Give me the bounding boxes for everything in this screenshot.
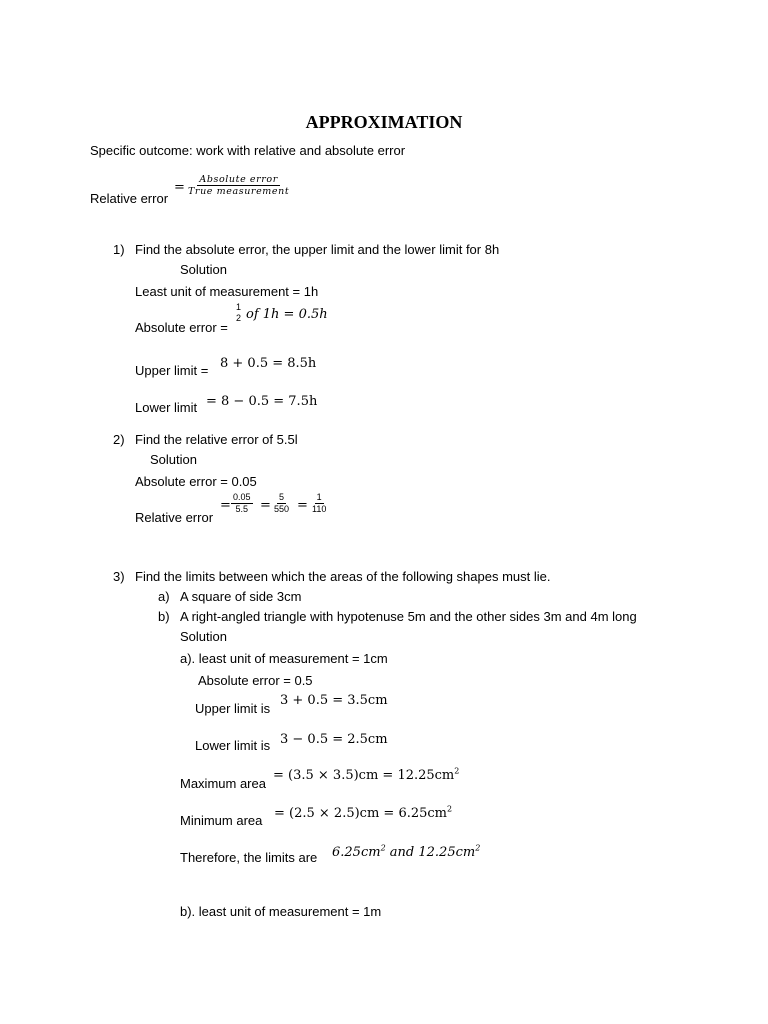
squared-exponent: 2 [447, 804, 453, 814]
q2-text: Find the relative error of 5.5l [135, 432, 298, 447]
q3-a-absolute-error: Absolute error = 0.5 [198, 673, 313, 688]
q2-equals-1: = [220, 498, 231, 513]
q3-upper-label: Upper limit is [195, 701, 271, 716]
fraction-denominator: 550 [274, 504, 290, 514]
squared-exponent: 2 [475, 843, 481, 853]
q3-lower-label: Lower limit is [195, 738, 271, 753]
q1-upper-label: Upper limit = [135, 363, 209, 378]
q3-max-label: Maximum area [180, 776, 266, 791]
q2-absolute-error: Absolute error = 0.05 [135, 474, 257, 489]
page-title: APPROXIMATION [305, 112, 463, 132]
q3-limits-equation [332, 845, 480, 861]
q3-upper-equation: 3 + 0.5 = 3.5cm [280, 693, 388, 708]
fraction-denominator: 2 [236, 313, 242, 323]
q2-relative-error-label: Relative error [135, 510, 214, 525]
fraction-denominator: 110 [312, 504, 327, 514]
squared-exponent: 2 [454, 766, 460, 776]
max-equation-text: = (3.5 × 3.5)cm = 12.25cm [273, 768, 455, 783]
fraction-denominator: True measurement [188, 186, 290, 197]
q3-therefore-label: Therefore, the limits are [180, 850, 318, 865]
q2-fraction-2 [272, 492, 291, 515]
relative-error-label: Relative error [90, 191, 169, 206]
q1-solution: Solution [180, 262, 227, 277]
q3-text: Find the limits between which the areas of the following shapes must lie. [135, 569, 551, 584]
relative-error-equals: = [174, 180, 185, 195]
min-equation-text: = (2.5 × 2.5)cm = 6.25cm [274, 806, 447, 821]
q2-fraction-1 [231, 492, 253, 515]
q3-a-marker: a) [158, 589, 170, 604]
q2-number: 2) [113, 432, 125, 447]
q3-number: 3) [113, 569, 125, 584]
q1-abs-equation: of 1h = 0.5h [246, 307, 328, 322]
upper-area-limit: 12.25cm [418, 845, 476, 860]
q3-min-label: Minimum area [180, 813, 263, 828]
q2-equals-2: = [260, 498, 271, 513]
fraction-numerator: 1 [316, 492, 322, 502]
q1-lower-label: Lower limit [135, 400, 198, 415]
lower-area-limit: 6.25cm [332, 845, 381, 860]
q1-half-fraction [234, 302, 243, 324]
and-word: and [385, 845, 419, 860]
q1-text: Find the absolute error, the upper limit and the lower limit for 8h [135, 242, 500, 257]
q1-least-unit: Least unit of measurement = 1h [135, 284, 319, 299]
q3-max-equation [273, 768, 459, 784]
relative-error-fraction [186, 174, 291, 197]
q3-b-text: A right-angled triangle with hypotenuse 5m and the other sides 3m and 4m long [180, 609, 637, 624]
specific-outcome: Specific outcome: work with relative and absolute error [90, 143, 406, 158]
q2-fraction-3 [310, 492, 328, 515]
fraction-numerator: 0.05 [233, 492, 251, 502]
q3-b-least-unit: b). least unit of measurement = 1m [180, 904, 382, 919]
q3-a-least-unit: a). least unit of measurement = 1cm [180, 651, 388, 666]
fraction-numerator: Absolute error [199, 174, 278, 185]
q3-min-equation [274, 806, 452, 822]
fraction-denominator: 5.5 [235, 504, 249, 514]
q1-number: 1) [113, 242, 125, 257]
q1-abs-label: Absolute error = [135, 320, 228, 335]
q1-lower-equation: = 8 − 0.5 = 7.5h [206, 394, 318, 409]
q3-b-marker: b) [158, 609, 170, 624]
q1-upper-equation: 8 + 0.5 = 8.5h [220, 356, 317, 371]
fraction-numerator: 5 [279, 492, 285, 502]
q3-a-text: A square of side 3cm [180, 589, 302, 604]
q3-solution: Solution [180, 629, 227, 644]
q2-equals-3: = [297, 498, 308, 513]
squared-exponent: 2 [380, 843, 386, 853]
fraction-numerator: 1 [236, 302, 242, 312]
q3-lower-equation: 3 − 0.5 = 2.5cm [280, 732, 388, 747]
q2-solution: Solution [150, 452, 197, 467]
